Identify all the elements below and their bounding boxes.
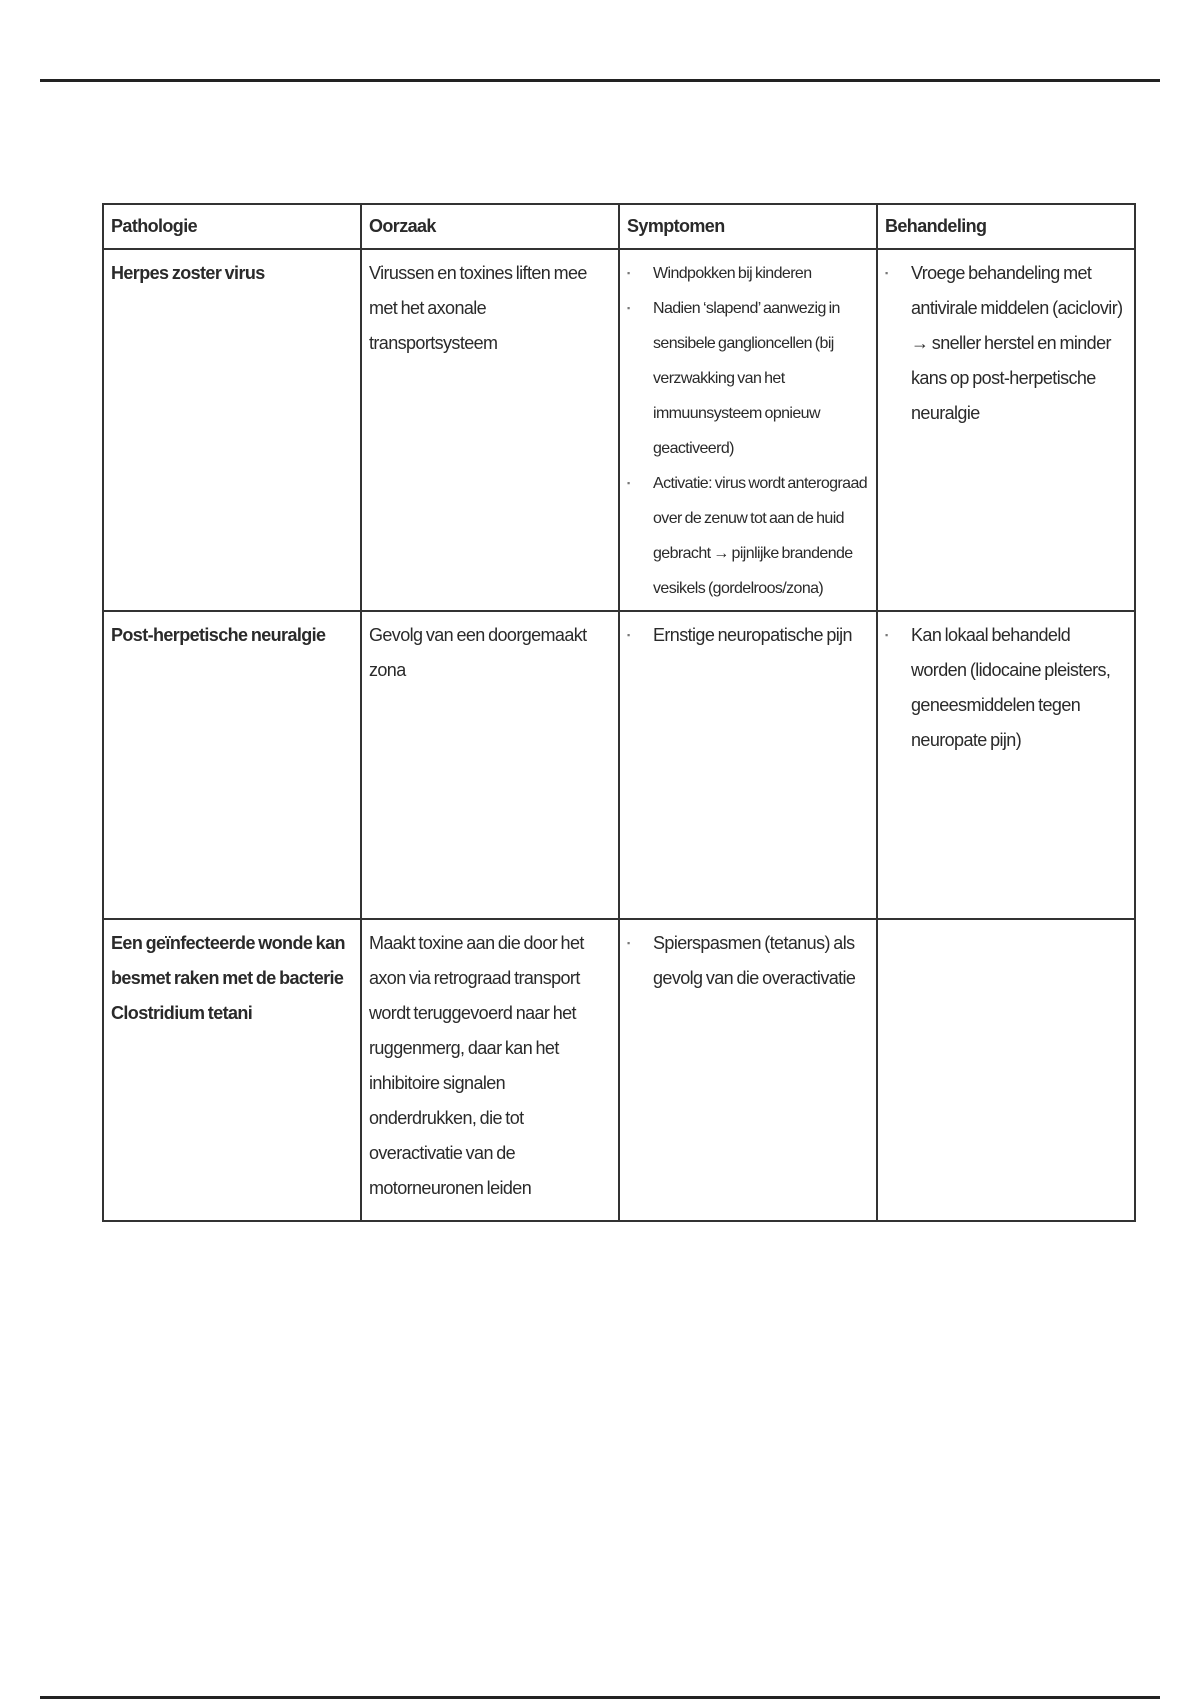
header-cause: Oorzaak [361, 204, 619, 249]
cause-text: Maakt toxine aan die door het axon via retrograad transport wordt teruggevoerd naar het ruggenmerg, daar kan het inhibitoire signalen onderdrukken, die tot overactivatie van de motorneuronen leiden [369, 933, 584, 1198]
list-item: ▪ Nadien ‘slapend’ aanwezig in sensibele ganglioncellen (bij verzwakking van het immuunsysteem opnieuw geactiveerd) [627, 291, 869, 466]
table-header-row [103, 204, 1135, 249]
table-row [103, 919, 1135, 1221]
list-item: ▪ Vroege behandeling met antivirale middelen (aciclovir) → sneller herstel en minder kans op post-herpetische neuralgie [885, 256, 1127, 431]
pathology-name: Een geïnfecteerde wonde kan besmet raken met de bacterie Clostridium tetani [111, 933, 345, 1023]
list-item: ▪ Activatie: virus wordt anterograad over de zenuw tot aan de huid gebracht → pijnlijke brandende vesikels (gordelroos/zona) [627, 466, 869, 606]
cause-cell [361, 611, 619, 919]
pathology-cell [103, 919, 361, 1221]
symptoms-list [627, 926, 869, 996]
treatment-list [885, 256, 1127, 431]
symptoms-list [627, 618, 869, 653]
symptoms-cell [619, 249, 877, 611]
cause-text: Virussen en toxines liften mee met het axonale transportsysteem [369, 263, 587, 353]
table-row [103, 611, 1135, 919]
pathology-name: Herpes zoster virus [111, 263, 265, 283]
header-treatment: Behandeling [877, 204, 1135, 249]
header-pathology: Pathologie [103, 204, 361, 249]
list-item: ▪ Kan lokaal behandeld worden (lidocaine pleisters, geneesmiddelen tegen neuropate pijn) [885, 618, 1127, 758]
list-item: ▪ Ernstige neuropatische pijn [627, 618, 869, 653]
pathology-table [102, 203, 1136, 1222]
pathology-name: Post-herpetische neuralgie [111, 625, 326, 645]
pathology-cell [103, 249, 361, 611]
header-symptoms: Symptomen [619, 204, 877, 249]
treatment-list [885, 618, 1127, 758]
cause-cell [361, 249, 619, 611]
header-rule [40, 79, 1160, 82]
treatment-cell [877, 249, 1135, 611]
treatment-cell [877, 919, 1135, 1221]
cause-cell [361, 919, 619, 1221]
symptoms-cell [619, 919, 877, 1221]
table-row [103, 249, 1135, 611]
footer-rule [40, 1696, 1160, 1699]
pathology-cell [103, 611, 361, 919]
treatment-cell [877, 611, 1135, 919]
cause-text: Gevolg van een doorgemaakt zona [369, 625, 587, 680]
list-item: ▪ Windpokken bij kinderen [627, 256, 869, 291]
symptoms-list [627, 256, 869, 606]
symptoms-cell [619, 611, 877, 919]
list-item: ▪ Spierspasmen (tetanus) als gevolg van die overactivatie [627, 926, 869, 996]
